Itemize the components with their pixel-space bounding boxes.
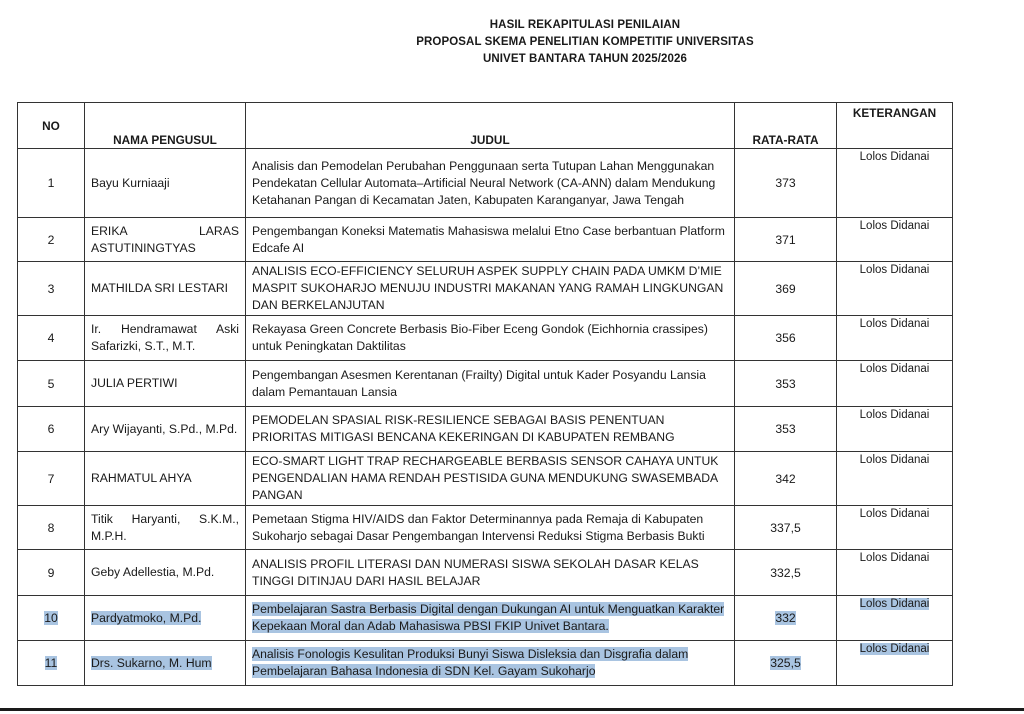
table-row: [18, 506, 953, 550]
cell-no: 9: [18, 550, 85, 596]
cell-judul: Analisis Fonologis Kesulitan Produksi Bunyi Siswa Disleksia dan Disgrafia dalam Pembelajaran Bahasa Indonesia di SDN Kel. Gayam Sukoharjo: [246, 641, 735, 686]
cell-nama: ERIKA LARAS ASTUTININGTYAS: [85, 218, 246, 262]
cell-rata: 369: [735, 262, 837, 316]
cell-judul: PEMODELAN SPASIAL RISK-RESILIENCE SEBAGAI BASIS PENENTUAN PRIORITAS MITIGASI BENCANA KEKERINGAN DI KABUPATEN REMBANG: [246, 407, 735, 452]
cell-no: 11: [18, 641, 85, 686]
cell-rata: 373: [735, 149, 837, 218]
table-row: [18, 550, 953, 596]
table-row: [18, 596, 953, 641]
cell-judul: ECO-SMART LIGHT TRAP RECHARGEABLE BERBASIS SENSOR CAHAYA UNTUK PENGENDALIAN HAMA RENDAH PESTISIDA GUNA MENDUKUNG SWASEMBADA PANGAN: [246, 452, 735, 506]
cell-rata: 332: [735, 596, 837, 641]
cell-keterangan: Lolos Didanai: [837, 361, 953, 407]
cell-no: 8: [18, 506, 85, 550]
cell-rata: 371: [735, 218, 837, 262]
cell-rata: 337,5: [735, 506, 837, 550]
cell-no: 7: [18, 452, 85, 506]
cell-keterangan: Lolos Didanai: [837, 316, 953, 361]
cell-no: 3: [18, 262, 85, 316]
cell-nama: Ary Wijayanti, S.Pd., M.Pd.: [85, 407, 246, 452]
cell-judul: Rekayasa Green Concrete Berbasis Bio-Fiber Eceng Gondok (Eichhornia crassipes) untuk Peningkatan Daktilitas: [246, 316, 735, 361]
cell-no: 10: [18, 596, 85, 641]
cell-judul: ANALISIS PROFIL LITERASI DAN NUMERASI SISWA SEKOLAH DASAR KELAS TINGGI DITINJAU DARI HASIL BELAJAR: [246, 550, 735, 596]
table-row: [18, 361, 953, 407]
cell-keterangan: Lolos Didanai: [837, 452, 953, 506]
cell-keterangan: Lolos Didanai: [837, 407, 953, 452]
document-title: [0, 17, 1024, 68]
table-row: [18, 262, 953, 316]
cell-judul: Pengembangan Asesmen Kerentanan (Frailty) Digital untuk Kader Posyandu Lansia dalam Pemantauan Lansia: [246, 361, 735, 407]
cell-judul: Pengembangan Koneksi Matematis Mahasiswa melalui Etno Case berbantuan Platform Edcafe AI: [246, 218, 735, 262]
cell-nama: Ir. Hendramawat Aski Safarizki, S.T., M.T.: [85, 316, 246, 361]
cell-keterangan: Lolos Didanai: [837, 550, 953, 596]
recap-table: [17, 102, 953, 686]
cell-nama: Drs. Sukarno, M. Hum: [85, 641, 246, 686]
cell-keterangan: Lolos Didanai: [837, 506, 953, 550]
cell-nama: Titik Haryanti, S.K.M., M.P.H.: [85, 506, 246, 550]
cell-nama: Geby Adellestia, M.Pd.: [85, 550, 246, 596]
cell-judul: Analisis dan Pemodelan Perubahan Penggunaan serta Tutupan Lahan Menggunakan Pendekatan Cellular Automata–Artificial Neural Network (CA-ANN) dalam Mendukung Ketahanan Pangan di Kecamatan Jaten, Kabupaten Karanganyar, Jawa Tengah: [246, 149, 735, 218]
cell-judul: ANALISIS ECO-EFFICIENCY SELURUH ASPEK SUPPLY CHAIN PADA UMKM D’MIE MASPIT SUKOHARJO MENUJU INDUSTRI MAKANAN YANG RAMAH LINGKUNGAN DAN BERKELANJUTAN: [246, 262, 735, 316]
title-line-3: UNIVET BANTARA TAHUN 2025/2026: [482, 53, 688, 65]
cell-keterangan: Lolos Didanai: [837, 596, 953, 641]
table-row: [18, 149, 953, 218]
title-line-1: HASIL REKAPITULASI PENILAIAN: [489, 19, 681, 31]
table-header-row: [18, 103, 953, 149]
cell-keterangan: Lolos Didanai: [837, 262, 953, 316]
cell-no: 4: [18, 316, 85, 361]
header-keterangan: KETERANGAN: [837, 103, 953, 149]
cell-rata: 325,5: [735, 641, 837, 686]
cell-rata: 353: [735, 361, 837, 407]
table-row: [18, 641, 953, 686]
cell-nama: RAHMATUL AHYA: [85, 452, 246, 506]
table-row: [18, 407, 953, 452]
cell-keterangan: Lolos Didanai: [837, 218, 953, 262]
header-nama: NAMA PENGUSUL: [85, 103, 246, 149]
cell-nama: JULIA PERTIWI: [85, 361, 246, 407]
cell-no: 2: [18, 218, 85, 262]
cell-no: 1: [18, 149, 85, 218]
header-judul: JUDUL: [246, 103, 735, 149]
cell-judul: Pemetaan Stigma HIV/AIDS dan Faktor Determinannya pada Remaja di Kabupaten Sukoharjo sebagai Dasar Pengembangan Intervensi Reduksi Stigma Berbasis Bukti: [246, 506, 735, 550]
cell-no: 6: [18, 407, 85, 452]
cell-rata: 332,5: [735, 550, 837, 596]
cell-keterangan: Lolos Didanai: [837, 641, 953, 686]
cell-keterangan: Lolos Didanai: [837, 149, 953, 218]
cell-nama: Pardyatmoko, M.Pd.: [85, 596, 246, 641]
title-line-2: PROPOSAL SKEMA PENELITIAN KOMPETITIF UNIVERSITAS: [416, 36, 754, 48]
cell-judul: Pembelajaran Sastra Berbasis Digital dengan Dukungan AI untuk Menguatkan Karakter Kepekaan Moral dan Adab Mahasiswa PBSI FKIP Univet Bantara.: [246, 596, 735, 641]
page-bottom-border: [0, 708, 1024, 711]
cell-rata: 356: [735, 316, 837, 361]
cell-rata: 353: [735, 407, 837, 452]
cell-nama: Bayu Kurniaaji: [85, 149, 246, 218]
header-no: NO: [18, 103, 85, 149]
table-row: [18, 218, 953, 262]
table-row: [18, 452, 953, 506]
cell-nama: MATHILDA SRI LESTARI: [85, 262, 246, 316]
header-rata: RATA-RATA: [735, 103, 837, 149]
table-row: [18, 316, 953, 361]
cell-rata: 342: [735, 452, 837, 506]
cell-no: 5: [18, 361, 85, 407]
